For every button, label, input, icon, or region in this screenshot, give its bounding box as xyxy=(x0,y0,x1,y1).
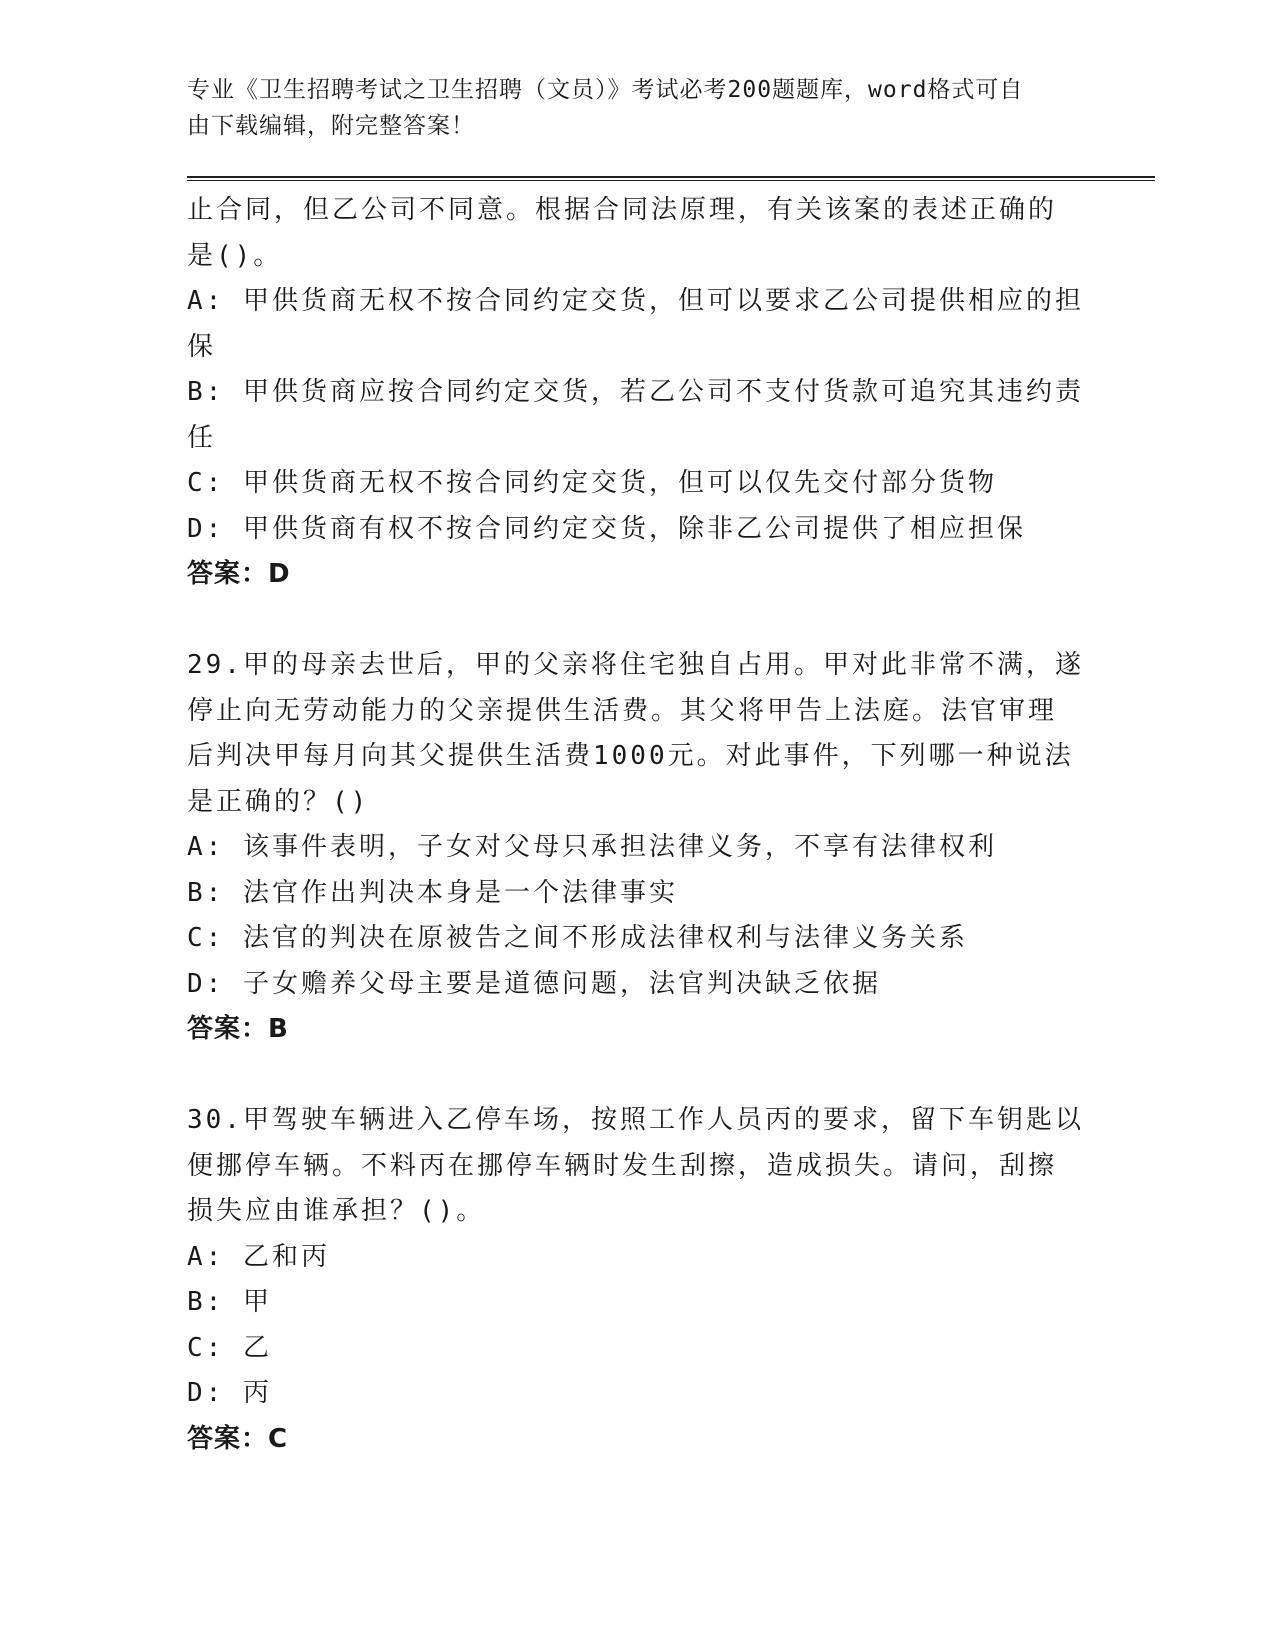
question-29 xyxy=(187,643,1087,1053)
question-stem: 是()。 xyxy=(187,240,283,271)
option-c: C: 甲供货商无权不按合同约定交货，但可以仅先交付部分货物 xyxy=(187,468,997,498)
header-line: 专业《卫生招聘考试之卫生招聘（文员）》考试必考200题题库，word格式可自 xyxy=(187,77,1024,103)
answer-label: 答案：C xyxy=(187,1423,289,1454)
question-stem: 是正确的？() xyxy=(187,786,370,817)
document-page xyxy=(187,0,1157,1650)
answer-label: 答案：D xyxy=(187,559,291,589)
option-d: D: 子女赡养父母主要是道德问题，法官判决缺乏依据 xyxy=(187,968,881,999)
question-stem: 30.甲驾驶车辆进入乙停车场，按照工作人员丙的要求，留下车钥匙以 xyxy=(187,1105,1084,1135)
option-a: A: 乙和丙 xyxy=(187,1241,330,1272)
option-a: 保 xyxy=(187,331,217,362)
option-d: D: 丙 xyxy=(187,1378,272,1408)
option-b: B: 法官作出判决本身是一个法律事实 xyxy=(187,877,678,908)
option-a: A: 该事件表明，子女对父母只承担法律义务，不享有法律权利 xyxy=(187,832,997,862)
option-c: C: 法官的判决在原被告之间不形成法律权利与法律义务关系 xyxy=(187,923,968,953)
question-stem: 后判决甲每月向其父提供生活费1000元。对此事件，下列哪一种说法 xyxy=(187,741,1074,771)
option-b: B: 甲供货商应按合同约定交货，若乙公司不支付货款可追究其违约责 xyxy=(187,377,1084,407)
option-b: B: 甲 xyxy=(187,1287,272,1317)
option-a: A: 甲供货商无权不按合同约定交货，但可以要求乙公司提供相应的担 xyxy=(187,286,1084,316)
header-divider xyxy=(187,176,1155,181)
spacer xyxy=(187,1053,1087,1099)
header-line: 由下载编辑，附完整答案！ xyxy=(187,113,475,139)
question-list xyxy=(187,188,1087,1462)
document-header xyxy=(187,72,1067,144)
question-stem: 便挪停车辆。不料丙在挪停车辆时发生刮擦，造成损失。请问，刮擦 xyxy=(187,1150,1058,1181)
option-d: D: 甲供货商有权不按合同约定交货，除非乙公司提供了相应担保 xyxy=(187,513,1026,544)
option-b: 任 xyxy=(187,422,217,453)
question-stem: 停止向无劳动能力的父亲提供生活费。其父将甲告上法庭。法官审理 xyxy=(187,695,1058,726)
question-stem: 损失应由谁承担？()。 xyxy=(187,1196,486,1226)
question-stem: 止合同，但乙公司不同意。根据合同法原理，有关该案的表述正确的 xyxy=(187,195,1058,225)
question-stem: 29.甲的母亲去世后，甲的父亲将住宅独自占用。甲对此非常不满，遂 xyxy=(187,650,1084,680)
answer-label: 答案：B xyxy=(187,1014,289,1044)
question-28 xyxy=(187,188,1087,598)
question-30 xyxy=(187,1098,1087,1462)
spacer xyxy=(187,598,1087,644)
option-c: C: 乙 xyxy=(187,1332,272,1363)
